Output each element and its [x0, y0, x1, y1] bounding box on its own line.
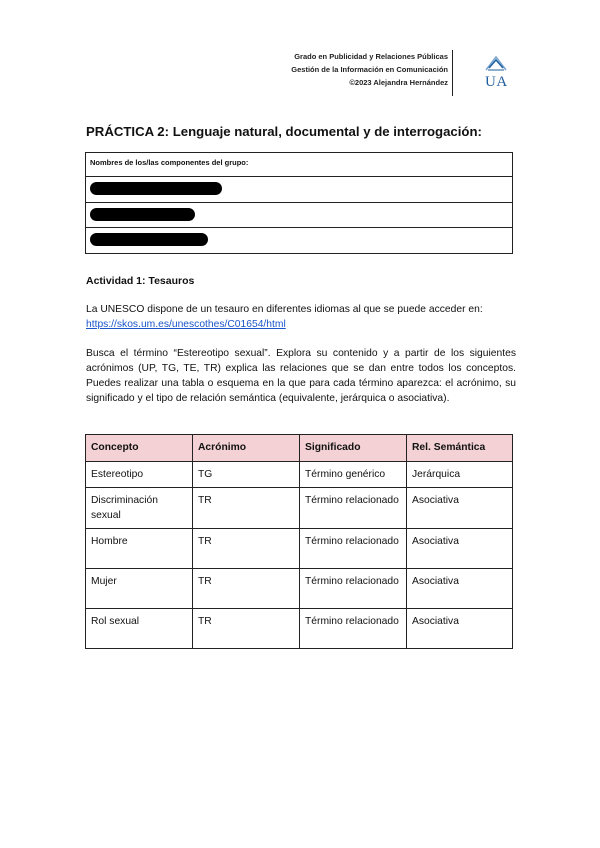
header-course: Gestión de la Información en Comunicación — [291, 65, 448, 74]
table-cell: Término relacionado — [300, 529, 407, 569]
table-cell: Discriminación sexual — [86, 488, 193, 529]
table-header-row — [86, 435, 513, 462]
table-row — [86, 609, 513, 649]
table-cell: Asociativa — [407, 609, 513, 649]
table-cell: TR — [193, 529, 300, 569]
header-degree: Grado en Publicidad y Relaciones Públicas — [294, 52, 448, 61]
table-cell: TR — [193, 488, 300, 529]
redaction-mark — [90, 182, 222, 195]
table-row — [86, 488, 513, 529]
table-cell: TR — [193, 569, 300, 609]
table-cell: TR — [193, 609, 300, 649]
table-cell: Mujer — [86, 569, 193, 609]
activity-heading: Actividad 1: Tesauros — [86, 275, 195, 287]
table-row — [86, 462, 513, 488]
concept-table — [85, 434, 513, 649]
column-header: Rel. Semántica — [407, 435, 513, 462]
table-cell: Asociativa — [407, 569, 513, 609]
table-cell: Rol sexual — [86, 609, 193, 649]
column-header: Significado — [300, 435, 407, 462]
redaction-mark — [90, 233, 208, 246]
header-copyright: ©2023 Alejandra Hernández — [349, 78, 448, 87]
redaction-mark — [90, 208, 195, 221]
document-header — [291, 50, 448, 89]
table-cell: TG — [193, 462, 300, 488]
table-cell: Asociativa — [407, 488, 513, 529]
header-divider — [452, 50, 453, 96]
logo-text: UA — [485, 74, 508, 90]
group-table-header: Nombres de los/las componentes del grupo: — [86, 153, 513, 177]
column-header: Concepto — [86, 435, 193, 462]
page-title: PRÁCTICA 2: Lenguaje natural, documental y de interrogación: — [86, 124, 482, 139]
member-row — [86, 202, 513, 228]
table-cell: Término relacionado — [300, 609, 407, 649]
member-row — [86, 228, 513, 254]
column-header: Acrónimo — [193, 435, 300, 462]
table-cell: Jerárquica — [407, 462, 513, 488]
table-cell: Asociativa — [407, 529, 513, 569]
thesaurus-link[interactable]: https://skos.um.es/unescothes/C01654/html — [86, 319, 286, 330]
table-cell: Hombre — [86, 529, 193, 569]
table-row — [86, 529, 513, 569]
group-members-table — [85, 152, 513, 254]
table-cell: Término relacionado — [300, 569, 407, 609]
table-row — [86, 569, 513, 609]
activity-instructions: Busca el término “Estereotipo sexual”. Explora su contenido y a partir de los siguientes acrónimos (UP, TG, TE, TR) explica las relaciones que se dan entre todos los conceptos. Puedes realizar una tabla o esquema en la que para cada término aparezca: el acrónimo, su significado y el tipo de relación semántica (equivalente, jerárquica o asociativa). — [86, 348, 516, 404]
intro-text: La UNESCO dispone de un tesauro en diferentes idiomas al que se puede acceder en: — [86, 304, 483, 315]
member-row — [86, 177, 513, 203]
table-cell: Término relacionado — [300, 488, 407, 529]
table-cell: Estereotipo — [86, 462, 193, 488]
table-cell: Término genérico — [300, 462, 407, 488]
activity-intro — [86, 302, 516, 332]
